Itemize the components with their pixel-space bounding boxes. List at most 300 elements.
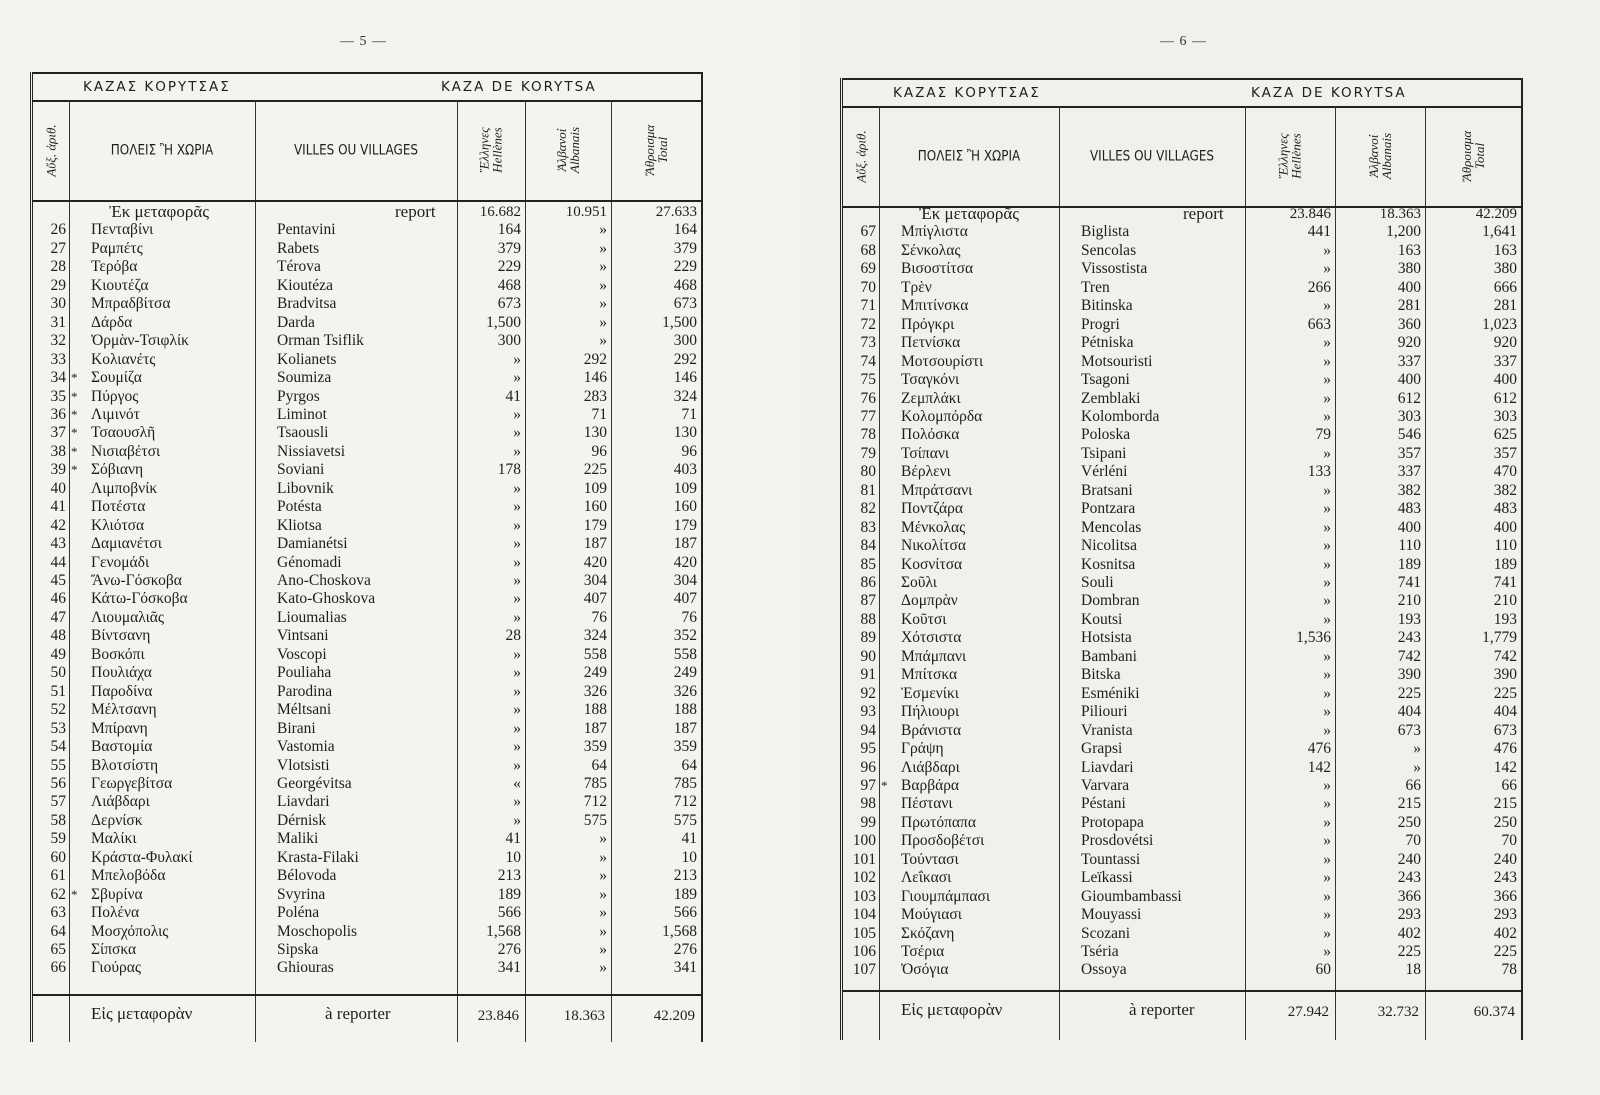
row-total: 379 (673, 239, 697, 257)
row-greek-name: Γενομάδι (91, 553, 150, 571)
kaza-title-french: KAZA DE KORYTSA (441, 79, 597, 95)
row-french-name: Gioumbambassi (1081, 887, 1182, 905)
table-row (843, 279, 1521, 298)
row-hellenes: » (513, 682, 521, 700)
row-french-name: Bitinska (1081, 297, 1133, 315)
row-greek-name: Μέλτσανη (91, 701, 157, 719)
row-number: 60 (50, 848, 66, 866)
row-albanais: 225 (583, 461, 607, 479)
table-row (843, 223, 1521, 242)
row-number: 41 (50, 498, 66, 516)
row-french-name: Bitska (1081, 666, 1121, 684)
row-number: 31 (50, 313, 66, 331)
row-total: 359 (673, 738, 697, 756)
table-row (843, 592, 1521, 611)
table-row (843, 906, 1521, 925)
table-row (843, 961, 1521, 980)
row-hellenes: » (1323, 574, 1331, 591)
row-french-name: Motsouristi (1081, 352, 1153, 370)
carry-in-french: report (395, 202, 436, 221)
table-row (33, 775, 701, 794)
table-row (843, 777, 1521, 796)
row-french-name: Lioumalias (277, 608, 347, 626)
row-total: 673 (1493, 721, 1517, 739)
row-hellenes: » (1323, 592, 1331, 610)
row-french-name: Pétniska (1081, 334, 1134, 352)
row-greek-name: Δάρδα (91, 313, 133, 331)
row-greek-name: Χότσιστα (901, 629, 962, 647)
row-hellenes: » (1323, 241, 1331, 259)
row-albanais: 920 (1397, 334, 1421, 352)
row-total: 66 (1501, 776, 1517, 794)
row-greek-name: Πρόγκρι (901, 315, 955, 333)
row-hellenes: 79 (1315, 426, 1331, 444)
row-total: 1,500 (662, 313, 697, 331)
row-total: 337 (1493, 352, 1517, 370)
header-hellenes (457, 100, 525, 200)
row-french-name: Dérnisk (277, 811, 327, 829)
table-row (33, 535, 701, 554)
row-albanais: 359 (583, 738, 607, 756)
row-total: 352 (673, 627, 697, 645)
row-greek-name: Κοσνίτσα (901, 555, 963, 573)
row-total: 566 (673, 904, 697, 922)
table-row (33, 923, 701, 942)
row-number: 84 (860, 537, 876, 555)
row-total: 476 (1493, 740, 1517, 758)
row-hellenes: » (1323, 647, 1331, 665)
row-number: 28 (50, 258, 66, 276)
table-row (33, 646, 701, 665)
table-row (33, 277, 701, 296)
population-table (30, 72, 703, 1042)
row-french-name: Rabets (277, 239, 320, 257)
row-total: 243 (1493, 869, 1517, 887)
carry-out-albanais: 32.732 (1377, 1004, 1419, 1020)
row-total: 1,023 (1482, 315, 1517, 333)
header-albanais (1335, 106, 1425, 206)
row-hellenes: » (1323, 850, 1331, 868)
row-albanais: » (599, 221, 607, 239)
row-number: 63 (50, 904, 66, 922)
row-albanais: 188 (583, 701, 607, 719)
row-hellenes: » (513, 516, 521, 534)
row-total: 109 (673, 479, 697, 497)
row-hellenes: » (1323, 555, 1331, 573)
row-french-name: Leïkassi (1081, 869, 1133, 887)
row-total: 187 (673, 719, 697, 737)
row-number: 96 (860, 758, 876, 776)
row-french-name: Birani (277, 719, 316, 737)
row-hellenes: » (1323, 610, 1331, 628)
row-asterisk: * (71, 886, 78, 902)
table-row (33, 240, 701, 259)
row-albanais: 215 (1397, 795, 1421, 813)
row-greek-name: Λιουμαλιᾶς (91, 608, 165, 626)
row-albanais: 160 (583, 498, 607, 516)
row-albanais: 546 (1397, 426, 1421, 444)
row-french-name: Kliotsa (277, 516, 322, 534)
row-total: 163 (1493, 241, 1517, 259)
header-total-text: Ἄθροισμα Total (1458, 130, 1487, 182)
row-greek-name: Ραμπέτς (91, 239, 143, 257)
row-number: 80 (860, 463, 876, 481)
table-row (843, 703, 1521, 722)
table-row (33, 351, 701, 370)
row-number: 30 (50, 295, 66, 313)
header-serial-number (843, 106, 879, 206)
row-number: 105 (852, 924, 876, 942)
header-total (1425, 106, 1521, 206)
row-albanais: 189 (1397, 555, 1421, 573)
row-hellenes: » (513, 590, 521, 608)
row-hellenes: 300 (497, 332, 521, 350)
row-number: 71 (860, 297, 876, 315)
row-albanais: » (599, 848, 607, 866)
row-greek-name: Γράψη (901, 740, 944, 758)
row-french-name: Esméniki (1081, 684, 1140, 702)
row-french-name: Ano-Choskova (277, 572, 371, 589)
row-number: 107 (852, 961, 876, 979)
row-french-name: Kolomborda (1081, 407, 1160, 425)
row-albanais: 483 (1397, 500, 1421, 518)
row-hellenes: 566 (497, 904, 521, 922)
row-albanais: » (599, 830, 607, 848)
table-row (843, 851, 1521, 870)
row-total: 558 (673, 645, 697, 663)
row-hellenes: » (1323, 869, 1331, 887)
row-hellenes: » (513, 424, 521, 442)
row-hellenes: » (1323, 795, 1331, 813)
row-hellenes: 133 (1307, 463, 1331, 481)
carry-in-row (843, 205, 1521, 224)
row-hellenes: » (1323, 684, 1331, 702)
row-hellenes: 142 (1307, 758, 1331, 776)
row-total: 110 (1494, 537, 1517, 555)
row-greek-name: Κολιανέτς (91, 350, 156, 368)
row-albanais: 243 (1397, 629, 1421, 647)
row-french-name: Vintsani (277, 627, 329, 645)
table-row (33, 849, 701, 868)
row-albanais: 249 (583, 664, 607, 682)
row-albanais: 390 (1397, 666, 1421, 684)
row-greek-name: Τσαγκόνι (901, 371, 960, 389)
row-hellenes: » (513, 535, 521, 553)
row-asterisk: * (881, 777, 888, 793)
row-number: 100 (852, 832, 876, 850)
row-albanais: 558 (583, 645, 607, 663)
row-hellenes: » (1323, 518, 1331, 536)
row-number: 72 (860, 315, 876, 333)
row-total: 70 (1501, 832, 1517, 850)
row-hellenes: » (513, 719, 521, 737)
carry-in-hellenes: 16.682 (479, 204, 521, 220)
table-row (843, 445, 1521, 464)
table-row (33, 443, 701, 462)
table-row (33, 461, 701, 480)
row-albanais: 210 (1397, 592, 1421, 610)
row-french-name: Damianétsi (277, 535, 348, 553)
row-greek-name: Μπελοβόδα (91, 867, 166, 885)
row-total: 41 (681, 830, 697, 848)
row-french-name: Tsagoni (1081, 371, 1130, 389)
row-hellenes: » (513, 479, 521, 497)
row-total: 1,568 (662, 922, 697, 940)
row-number: 102 (852, 869, 876, 887)
row-number: 37 (50, 424, 66, 442)
table-row (843, 390, 1521, 409)
row-hellenes: » (1323, 371, 1331, 389)
row-number: 45 (50, 572, 66, 589)
row-asterisk: * (71, 370, 78, 386)
row-french-name: Piliouri (1081, 703, 1128, 721)
row-greek-name: Βράνιστα (901, 721, 962, 739)
row-albanais: 250 (1397, 813, 1421, 831)
row-greek-name: Δερνίσκ (91, 811, 143, 829)
carry-in-hellenes: 23.846 (1289, 206, 1331, 222)
row-hellenes: » (1323, 721, 1331, 739)
row-total: 785 (673, 774, 697, 792)
row-total: 78 (1501, 961, 1517, 979)
row-total: 276 (673, 941, 697, 958)
row-albanais: 225 (1397, 943, 1421, 960)
row-albanais: 66 (1405, 776, 1421, 794)
row-greek-name: Ἄνω-Γόσκοβα (91, 572, 182, 589)
row-french-name: Prosdovétsi (1081, 832, 1154, 850)
row-total: 303 (1493, 407, 1517, 425)
table-row (843, 648, 1521, 667)
table-row (33, 664, 701, 683)
table-row (843, 260, 1521, 279)
row-total: 146 (673, 369, 697, 387)
row-hellenes: 379 (497, 239, 521, 257)
row-greek-name: Μένκολας (901, 518, 966, 536)
row-hellenes: » (1323, 666, 1331, 684)
row-number: 77 (860, 407, 876, 425)
row-hellenes: 189 (497, 885, 521, 903)
row-french-name: Mencolas (1081, 518, 1142, 536)
table-row (843, 408, 1521, 427)
carry-in-total: 27.633 (655, 204, 697, 220)
row-hellenes: » (513, 664, 521, 682)
row-albanais: 742 (1397, 647, 1421, 665)
row-number: 81 (860, 481, 876, 499)
row-greek-name: Δομπρὰν (901, 592, 958, 610)
row-hellenes: » (513, 645, 521, 663)
row-number: 40 (50, 479, 66, 497)
row-greek-name: Πήλιουρι (901, 703, 960, 721)
row-hellenes: » (1323, 832, 1331, 850)
row-hellenes: 468 (497, 276, 521, 294)
row-number: 27 (50, 239, 66, 257)
row-total: 240 (1493, 850, 1517, 868)
row-total: 281 (1493, 297, 1517, 315)
table-row (33, 221, 701, 240)
row-number: 66 (50, 959, 66, 977)
row-greek-name: Πρωτόπαπα (901, 813, 977, 831)
row-french-name: Protopapa (1081, 813, 1144, 831)
table-row (843, 869, 1521, 888)
row-number: 90 (860, 647, 876, 665)
row-asterisk: * (71, 388, 78, 404)
carry-out-hellenes: 27.942 (1287, 1004, 1329, 1020)
row-albanais: 187 (583, 719, 607, 737)
row-french-name: Bratsani (1081, 481, 1133, 499)
row-hellenes: » (513, 756, 521, 774)
row-albanais: » (599, 959, 607, 977)
table-row (33, 886, 701, 905)
row-hellenes: » (513, 608, 521, 626)
row-french-name: Sipska (277, 941, 319, 958)
header-serial-number-text: Αὔξ. ἀριθ. (853, 129, 869, 183)
row-total: 189 (1493, 555, 1517, 573)
row-french-name: Varvara (1081, 776, 1130, 794)
row-asterisk: * (71, 425, 78, 441)
header-serial-number (33, 100, 69, 200)
row-number: 58 (50, 811, 66, 829)
row-total: 366 (1493, 887, 1517, 905)
row-hellenes: » (1323, 334, 1331, 352)
carry-out-row (33, 994, 701, 1036)
table-row (33, 941, 701, 960)
row-number: 61 (50, 867, 66, 885)
row-number: 101 (852, 850, 876, 868)
row-number: 82 (860, 500, 876, 518)
table-row (843, 371, 1521, 390)
row-french-name: Kato-Ghoskova (277, 590, 376, 608)
row-albanais: » (599, 885, 607, 903)
table-row (843, 888, 1521, 907)
row-albanais: 240 (1397, 850, 1421, 868)
row-total: 357 (1493, 444, 1517, 462)
table-row (33, 480, 701, 499)
kaza-title-french: KAZA DE KORYTSA (1251, 85, 1407, 101)
row-greek-name: Ποτέστα (91, 498, 146, 516)
row-number: 56 (50, 774, 66, 792)
row-greek-name: Μπίγλιστα (901, 223, 968, 241)
row-total: 575 (673, 811, 697, 829)
row-hellenes: » (1323, 500, 1331, 518)
row-total: 712 (673, 793, 697, 811)
row-greek-name: Τερόβα (91, 258, 138, 276)
row-albanais: 110 (1398, 537, 1421, 555)
row-albanais: 360 (1397, 315, 1421, 333)
carry-out-greek: Εἰς μεταφορὰν (901, 1000, 1003, 1019)
row-asterisk: * (71, 443, 78, 459)
table-row (843, 611, 1521, 630)
row-total: 225 (1493, 684, 1517, 702)
row-total: 130 (673, 424, 697, 442)
row-greek-name: Μπάμπανι (901, 647, 967, 665)
table-row (843, 629, 1521, 648)
table-row (843, 316, 1521, 335)
carry-in-greek: Ἐκ μεταφορᾶς (919, 204, 1019, 223)
row-greek-name: Κάτω-Γόσκοβα (91, 590, 188, 608)
table-row (33, 258, 701, 277)
row-albanais: 420 (583, 553, 607, 571)
row-number: 29 (50, 276, 66, 294)
table-row (843, 519, 1521, 538)
row-number: 69 (860, 260, 876, 278)
row-number: 43 (50, 535, 66, 553)
carry-out-total: 42.209 (653, 1008, 695, 1024)
row-total: 193 (1493, 610, 1517, 628)
row-hellenes: » (513, 369, 521, 387)
row-number: 52 (50, 701, 66, 719)
row-greek-name: Σένκολας (901, 241, 961, 259)
row-greek-name: Κράστα-Φυλακί (91, 848, 193, 866)
table-row (33, 904, 701, 923)
row-french-name: Voscopi (277, 645, 327, 663)
header-albanais (525, 100, 611, 200)
row-hellenes: 164 (497, 221, 521, 239)
row-total: 380 (1493, 260, 1517, 278)
row-total: 210 (1493, 592, 1517, 610)
row-number: 55 (50, 756, 66, 774)
table-row (33, 793, 701, 812)
row-albanais: 179 (583, 516, 607, 534)
row-total: 188 (673, 701, 697, 719)
row-french-name: Moschopolis (277, 922, 358, 940)
row-albanais: 366 (1397, 887, 1421, 905)
row-number: 42 (50, 516, 66, 534)
table-row (33, 369, 701, 388)
row-french-name: Mouyassi (1081, 906, 1142, 924)
row-greek-name: Σουμίζα (91, 369, 142, 387)
table-row (843, 334, 1521, 353)
row-greek-name: Ζεμπλάκι (901, 389, 961, 407)
row-greek-name: Βέρλενι (901, 463, 951, 481)
row-number: 97 (860, 776, 876, 794)
row-number: 87 (860, 592, 876, 610)
row-greek-name: Πουλιάχα (91, 664, 152, 682)
row-french-name: Sencolas (1081, 241, 1137, 259)
row-number: 32 (50, 332, 66, 350)
row-total: 483 (1493, 500, 1517, 518)
row-total: 215 (1493, 795, 1517, 813)
row-albanais: » (599, 904, 607, 922)
row-greek-name: Λιμποβνίκ (91, 479, 158, 497)
row-greek-name: Γιούρας (91, 959, 142, 977)
row-greek-name: Πετνίσκα (901, 334, 961, 352)
row-french-name: Svyrina (277, 885, 326, 903)
row-albanais: 382 (1397, 481, 1421, 499)
row-number: 67 (860, 223, 876, 241)
row-french-name: Libovnik (277, 479, 334, 497)
row-albanais: 304 (583, 572, 607, 589)
row-greek-name: Νικολίτσα (901, 537, 966, 555)
row-french-name: Bélovoda (277, 867, 337, 885)
row-greek-name: Σίπσκα (91, 941, 137, 958)
row-hellenes: » (1323, 887, 1331, 905)
row-albanais: 243 (1397, 869, 1421, 887)
row-greek-name: Κοῦτσι (901, 610, 947, 628)
row-hellenes: » (513, 811, 521, 829)
table-row (33, 590, 701, 609)
row-total: 666 (1493, 278, 1517, 296)
row-albanais: 70 (1405, 832, 1421, 850)
row-french-name: Tren (1081, 278, 1110, 296)
row-hellenes: » (513, 701, 521, 719)
row-french-name: Tsipani (1081, 444, 1127, 462)
row-french-name: Liminot (277, 405, 327, 423)
row-total: 249 (673, 664, 697, 682)
row-french-name: Kosnitsa (1081, 555, 1136, 573)
carry-in-french: report (1183, 204, 1224, 223)
row-french-name: Tséria (1081, 943, 1119, 960)
row-french-name: Progri (1081, 315, 1120, 333)
row-albanais: 130 (583, 424, 607, 442)
